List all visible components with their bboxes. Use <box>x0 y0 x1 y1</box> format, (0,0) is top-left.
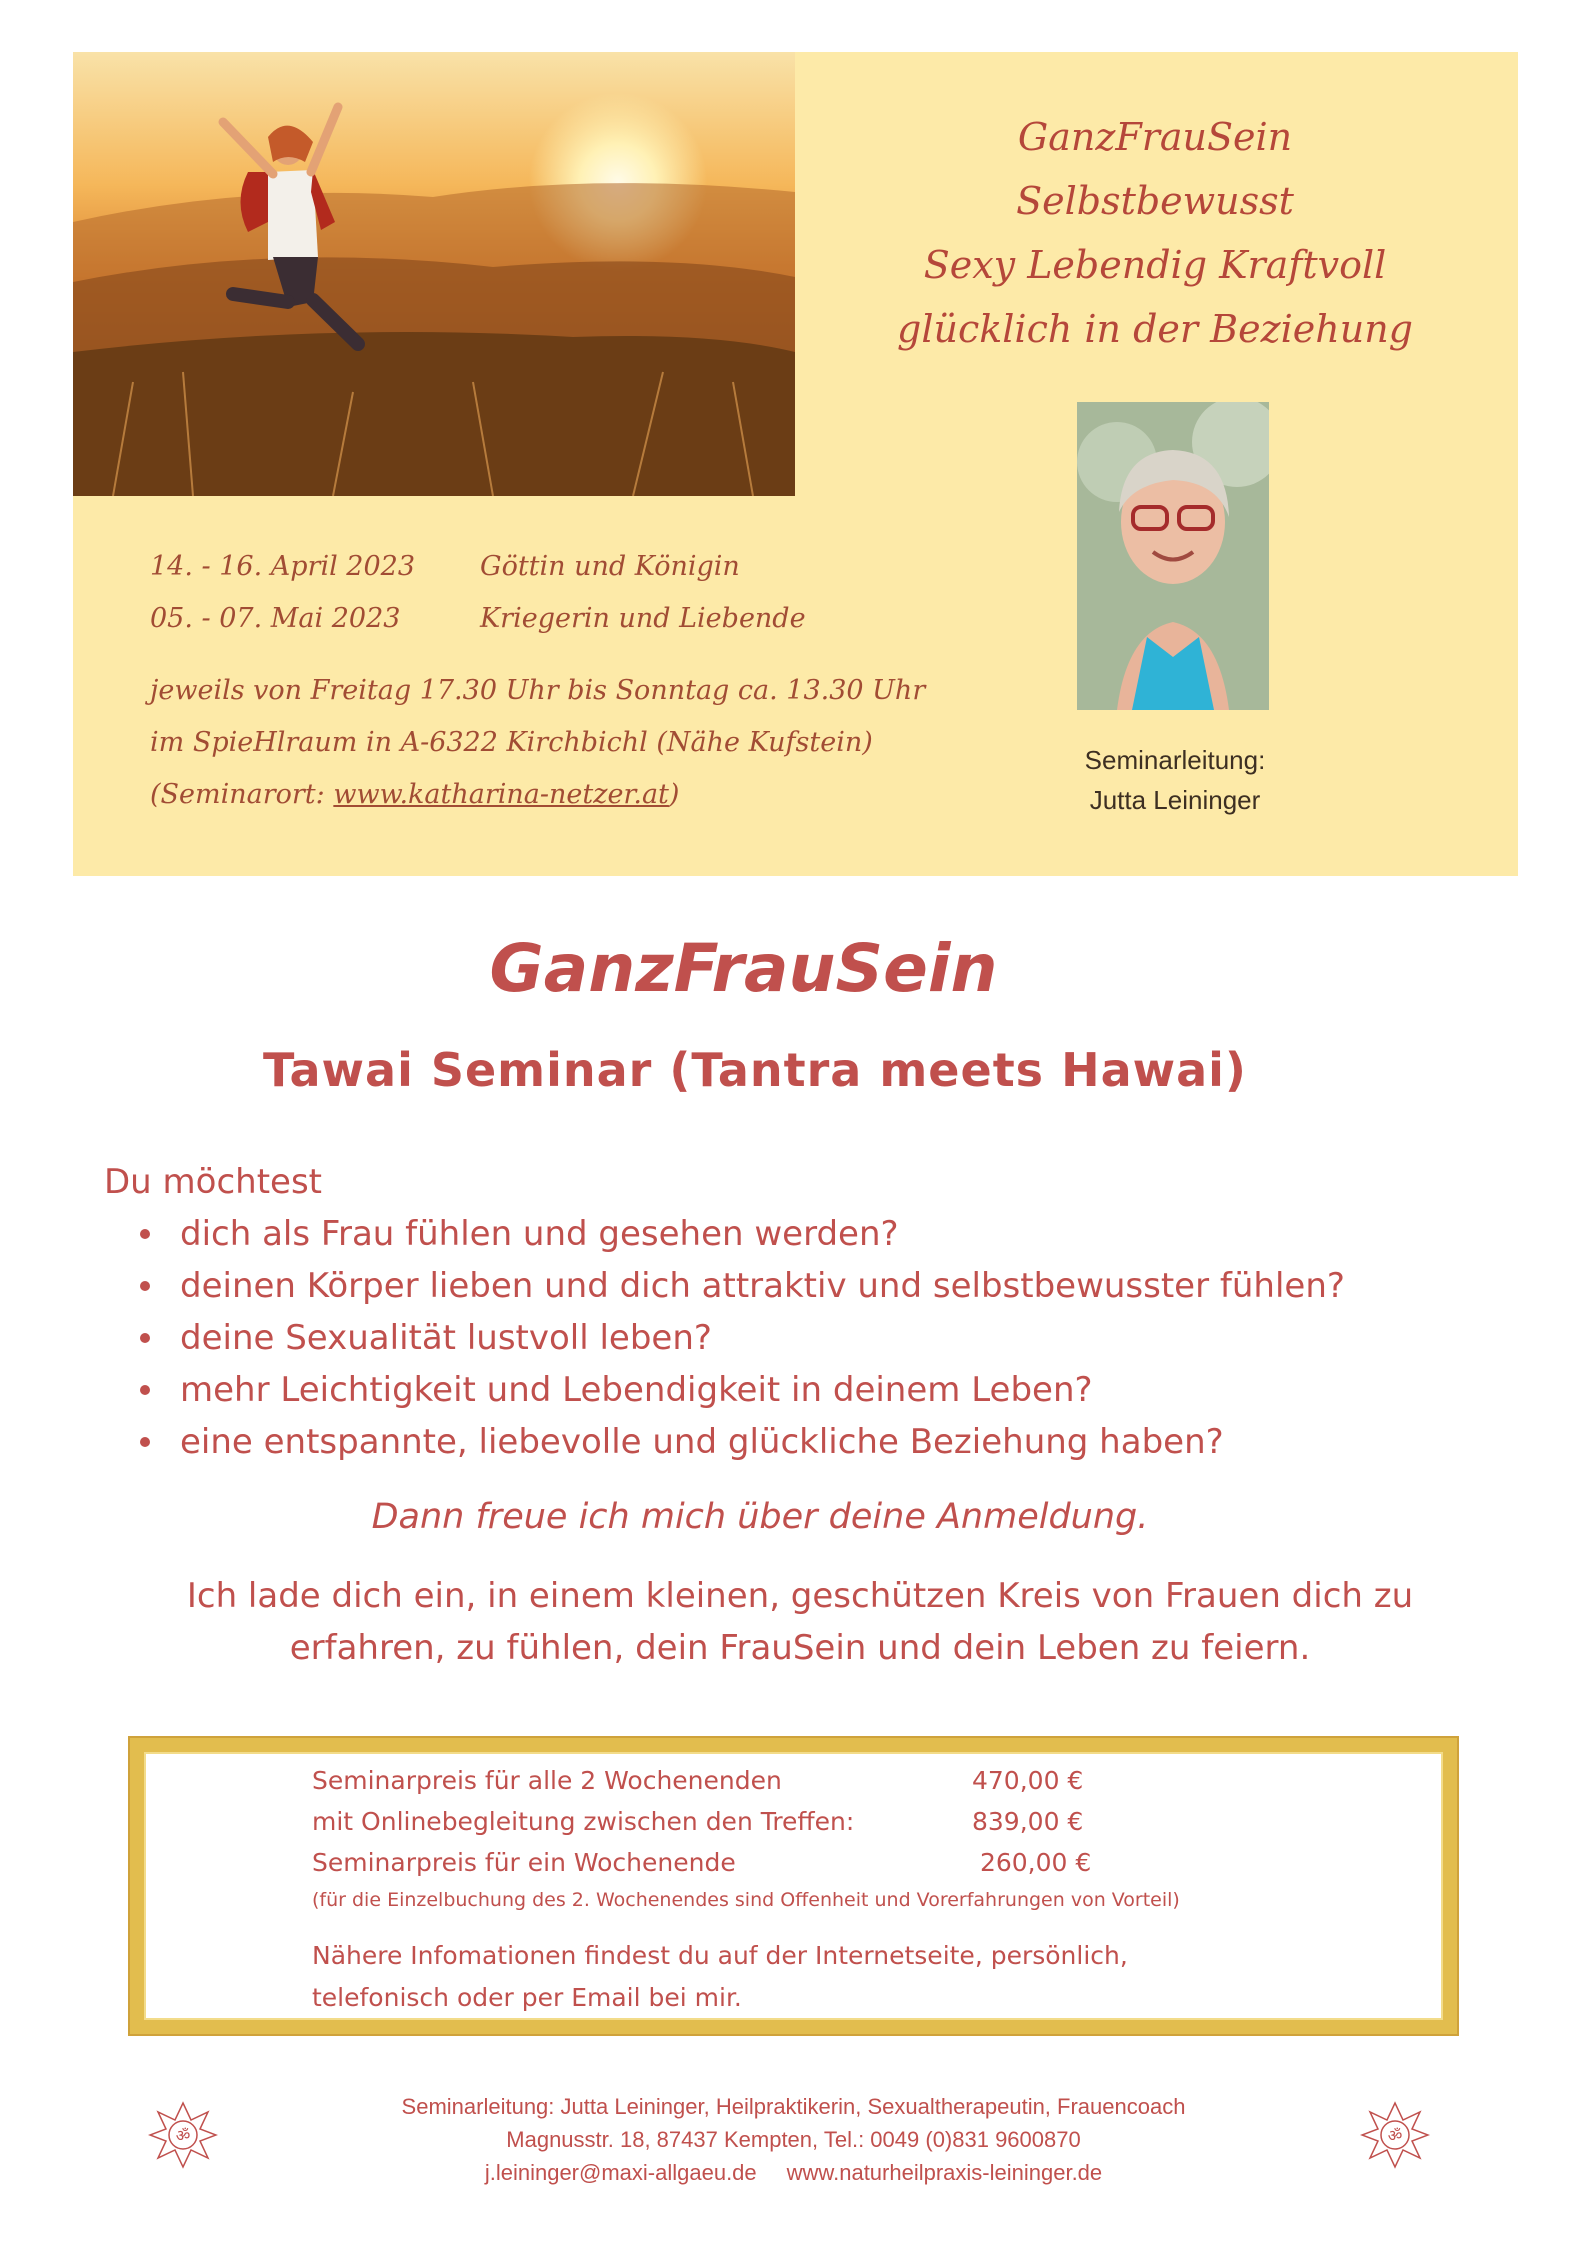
event-venue <box>150 769 925 821</box>
list-item <box>140 1260 1345 1312</box>
price-label: mit Onlinebegleitung zwischen den Treffen: <box>312 1807 855 1836</box>
price-row <box>312 1801 1180 1842</box>
page-subtitle: Tawai Seminar (Tantra meets Hawai) <box>263 1043 1247 1097</box>
tagline-line: glücklich in der Beziehung <box>897 307 1413 351</box>
jumping-woman-landscape <box>73 52 795 496</box>
invitation-text <box>90 1570 1510 1674</box>
list-item <box>140 1312 1345 1364</box>
bullet-icon <box>140 1385 150 1395</box>
price-details <box>312 1760 1180 2019</box>
price-label: Seminarpreis für alle 2 Wochenenden <box>312 1766 782 1795</box>
date-row <box>150 592 806 644</box>
footer-email[interactable]: j.leininger@maxi-allgaeu.de <box>484 2160 757 2185</box>
footer-website[interactable]: www.naturheilpraxis-leininger.de <box>786 2160 1103 2185</box>
bullet-icon <box>140 1333 150 1343</box>
list-item-text: eine entspannte, liebevolle und glückliche Beziehung haben? <box>180 1422 1224 1462</box>
more-info-line: Nähere Infomationen findest du auf der Internetseite, persönlich, <box>312 1941 1128 1970</box>
seminar-lead-label: Seminarleitung: <box>1084 745 1266 775</box>
date-title: Kriegerin und Liebende <box>480 602 806 634</box>
invitation-line: erfahren, zu fühlen, dein FrauSein und dein Leben zu feiern. <box>289 1628 1311 1668</box>
venue-suffix: ) <box>668 779 680 810</box>
footer <box>0 2090 1587 2189</box>
bullet-icon <box>140 1437 150 1447</box>
price-value: 470,00 € <box>972 1766 1084 1795</box>
tagline-line: GanzFrauSein <box>1017 115 1293 159</box>
venue-prefix: (Seminarort: <box>150 779 334 810</box>
bullet-icon <box>140 1281 150 1291</box>
tagline-line: Selbstbewusst <box>1016 179 1294 223</box>
invitation-line: Ich lade dich ein, in einem kleinen, geschützen Kreis von Frauen dich zu <box>186 1576 1414 1616</box>
intro-text: Du möchtest <box>104 1162 322 1202</box>
list-item <box>140 1208 1345 1260</box>
date: 05. - 07. Mai 2023 <box>150 602 401 634</box>
dates-list <box>150 540 806 644</box>
date-row <box>150 540 806 592</box>
tagline-block <box>840 105 1470 361</box>
svg-text:ॐ: ॐ <box>175 2126 191 2145</box>
price-value: 839,00 € <box>972 1807 1084 1836</box>
price-row <box>312 1842 1180 1883</box>
closing-line: Dann freue ich mich über deine Anmeldung. <box>371 1497 1149 1537</box>
list-item <box>140 1364 1345 1416</box>
portrait-photo <box>1077 402 1269 710</box>
footer-line: Seminarleitung: Jutta Leininger, Heilpraktikerin, Sexualtherapeutin, Frauencoach <box>401 2094 1186 2119</box>
event-location: im SpieHlraum in A-6322 Kirchbichl (Nähe Kufstein) <box>150 727 873 758</box>
tagline-line: Sexy Lebendig Kraftvoll <box>923 243 1387 287</box>
footer-address: Magnusstr. 18, 87437 Kempten, Tel.: 0049 (0)831 9600870 <box>506 2127 1081 2152</box>
more-info-line: telefonisch oder per Email bei mir. <box>312 1983 742 2012</box>
price-label: Seminarpreis für ein Wochenende <box>312 1848 736 1877</box>
page-title: GanzFrauSein <box>489 930 998 1007</box>
list-item-text: deine Sexualität lustvoll leben? <box>180 1318 712 1358</box>
price-value: 260,00 € <box>972 1848 1092 1877</box>
date-title: Göttin und Königin <box>480 550 740 582</box>
list-item-text: mehr Leichtigkeit und Lebendigkeit in deinem Leben? <box>180 1370 1093 1410</box>
list-item-text: dich als Frau fühlen und gesehen werden? <box>180 1214 899 1254</box>
bullet-list <box>140 1208 1345 1468</box>
seminar-lead <box>1040 740 1310 820</box>
portrait-woman <box>1077 402 1269 710</box>
footer-contact <box>0 2156 1587 2189</box>
date: 14. - 16. April 2023 <box>150 550 416 582</box>
event-times: jeweils von Freitag 17.30 Uhr bis Sonntag ca. 13.30 Uhr <box>150 675 926 706</box>
event-info <box>150 665 925 821</box>
more-info <box>312 1935 1180 2019</box>
bullet-icon <box>140 1229 150 1239</box>
venue-link[interactable]: www.katharina-netzer.at <box>333 779 669 810</box>
list-item-text: deinen Körper lieben und dich attraktiv und selbstbewusster fühlen? <box>180 1266 1345 1306</box>
seminar-lead-name: Jutta Leininger <box>1089 785 1261 815</box>
list-item <box>140 1416 1345 1468</box>
hero-photo <box>73 52 795 496</box>
svg-text:ॐ: ॐ <box>1387 2126 1403 2145</box>
price-note: (für die Einzelbuchung des 2. Wochenendes sind Offenheit und Vorerfahrungen von Vorteil) <box>312 1889 1180 1911</box>
price-row <box>312 1760 1180 1801</box>
